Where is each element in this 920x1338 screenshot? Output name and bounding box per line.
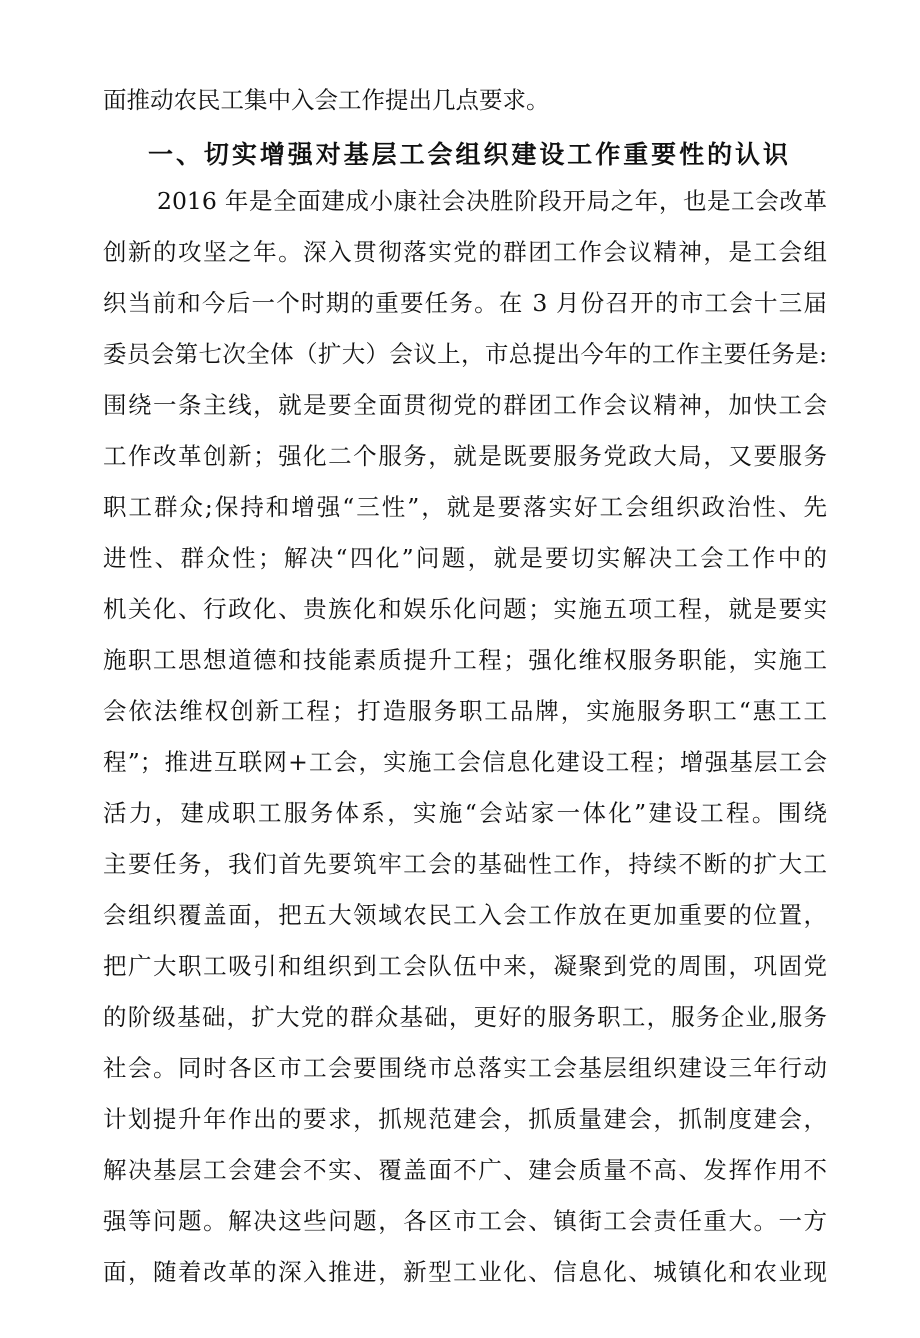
section-heading: 一、切实增强对基层工会组织建设工作重要性的认识 [148,140,788,169]
paragraph-line: 强等问题。解决这些问题，各区市工会、镇街工会责任重大。一方 [103,1207,827,1235]
paragraph-line: 活力，建成职工服务体系，实施“会站家一体化”建设工程。围绕 [103,799,827,827]
paragraph-line: 的阶级基础，扩大党的群众基础，更好的服务职工，服务企业,服务 [103,1003,827,1031]
paragraph-line: 机关化、行政化、贵族化和娱乐化问题；实施五项工程，就是要实 [103,595,827,623]
paragraph-line: 面，随着改革的深入推进，新型工业化、信息化、城镇化和农业现 [103,1258,827,1286]
paragraph-line: 创新的攻坚之年。深入贯彻落实党的群团工作会议精神，是工会组 [103,238,827,266]
paragraph-line: 把广大职工吸引和组织到工会队伍中来，凝聚到党的周围，巩固党 [103,952,827,980]
paragraph-line: 会组织覆盖面，把五大领域农民工入会工作放在更加重要的位置， [103,901,827,929]
paragraph-line: 施职工思想道德和技能素质提升工程；强化维权服务职能，实施工 [103,646,827,674]
paragraph-line: 2016 年是全面建成小康社会决胜阶段开局之年，也是工会改革 [157,187,827,215]
paragraph-line: 织当前和今后一个时期的重要任务。在 3 月份召开的市工会十三届 [103,289,827,317]
paragraph-line: 职工群众;保持和增强“三性”，就是要落实好工会组织政治性、先 [103,493,827,521]
paragraph-line: 程”；推进互联网+工会，实施工会信息化建设工程；增强基层工会 [103,748,827,776]
paragraph-line: 围绕一条主线，就是要全面贯彻党的群团工作会议精神，加快工会 [103,391,827,419]
paragraph-line: 工作改革创新；强化二个服务，就是既要服务党政大局，又要服务 [103,442,827,470]
paragraph-line: 计划提升年作出的要求，抓规范建会，抓质量建会，抓制度建会， [103,1105,827,1133]
paragraph-line: 主要任务，我们首先要筑牢工会的基础性工作，持续不断的扩大工 [103,850,827,878]
opening-line: 面推动农民工集中入会工作提出几点要求。 [103,86,550,114]
paragraph-line: 会依法维权创新工程；打造服务职工品牌，实施服务职工“惠工工 [103,697,827,725]
paragraph-line: 进性、群众性；解决“四化”问题，就是要切实解决工会工作中的 [103,544,827,572]
paragraph-line: 委员会第七次全体（扩大）会议上，市总提出今年的工作主要任务是: [103,340,827,368]
paragraph-line: 解决基层工会建会不实、覆盖面不广、建会质量不高、发挥作用不 [103,1156,827,1184]
paragraph-line: 社会。同时各区市工会要围绕市总落实工会基层组织建设三年行动 [103,1054,827,1082]
